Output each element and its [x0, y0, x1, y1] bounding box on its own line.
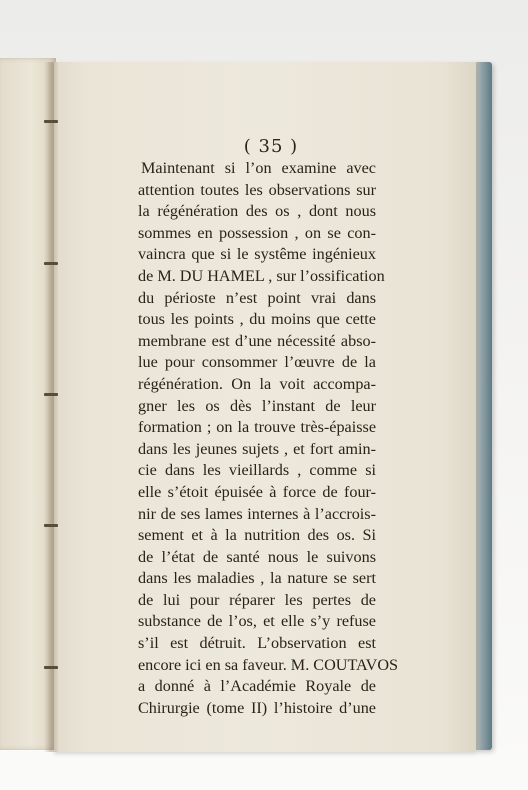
text-line: régénération. On la voit accompa- [138, 374, 376, 393]
book-cover-edge [474, 62, 492, 750]
binding-stitch [44, 666, 58, 669]
text-line: membrane est d’une nécessité abso- [138, 331, 376, 350]
text-line: Chirurgie (tome II) l’histoire d’une [138, 698, 376, 717]
binding-stitch [44, 120, 58, 123]
text-line: attention toutes les observations sur [138, 180, 376, 199]
body-text [138, 158, 399, 719]
text-line: nir de ses lames internes à l’accrois- [138, 504, 376, 523]
binding-stitch [44, 262, 58, 265]
text-line: lue pour consommer l’œuvre de la [138, 353, 376, 372]
text-line: gner les os dès l’instant de leur [138, 396, 376, 415]
text-line: la régénération des os , dont nous [138, 202, 376, 221]
text-line: dans les maladies , la nature se sert [138, 569, 376, 588]
text-line: elle s’étoit épuisée à force de four- [138, 482, 376, 501]
binding-stitch [44, 393, 58, 396]
text-line: tous les points , du moins que cette [138, 310, 376, 329]
text-line: sommes en possession , on se con- [138, 223, 376, 242]
text-line: a donné à l’Académie Royale de [138, 677, 376, 696]
page-number: ( 35 ) [243, 136, 299, 157]
text-line: dans les jeunes sujets , et fort amin- [138, 439, 376, 458]
text-line: s’il est détruit. L’observation est [138, 634, 376, 653]
binding-stitch [44, 524, 58, 527]
text-line: formation ; on la trouve très-épaisse [138, 418, 376, 437]
text-line: sement et à la nutrition des os. Si [138, 526, 376, 545]
text-line: cie dans les vieillards , comme si [138, 461, 376, 480]
text-line: de M. DU HAMEL , sur l’ossification [138, 266, 385, 285]
book-gutter [44, 62, 58, 752]
text-line: substance de l’os, et elle s’y refuse [138, 612, 376, 631]
text-line: Maintenant si l’on examine avec [141, 159, 376, 177]
text-line: vaincra que si le systême ingénieux [138, 245, 376, 264]
text-line: du périoste n’est point vrai dans [138, 288, 376, 307]
text-line: encore ici en sa faveur. M. COUTAVOS [138, 655, 399, 674]
text-line: de l’état de santé nous le suivons [138, 547, 376, 566]
text-line: de lui pour réparer les pertes de [138, 590, 376, 609]
